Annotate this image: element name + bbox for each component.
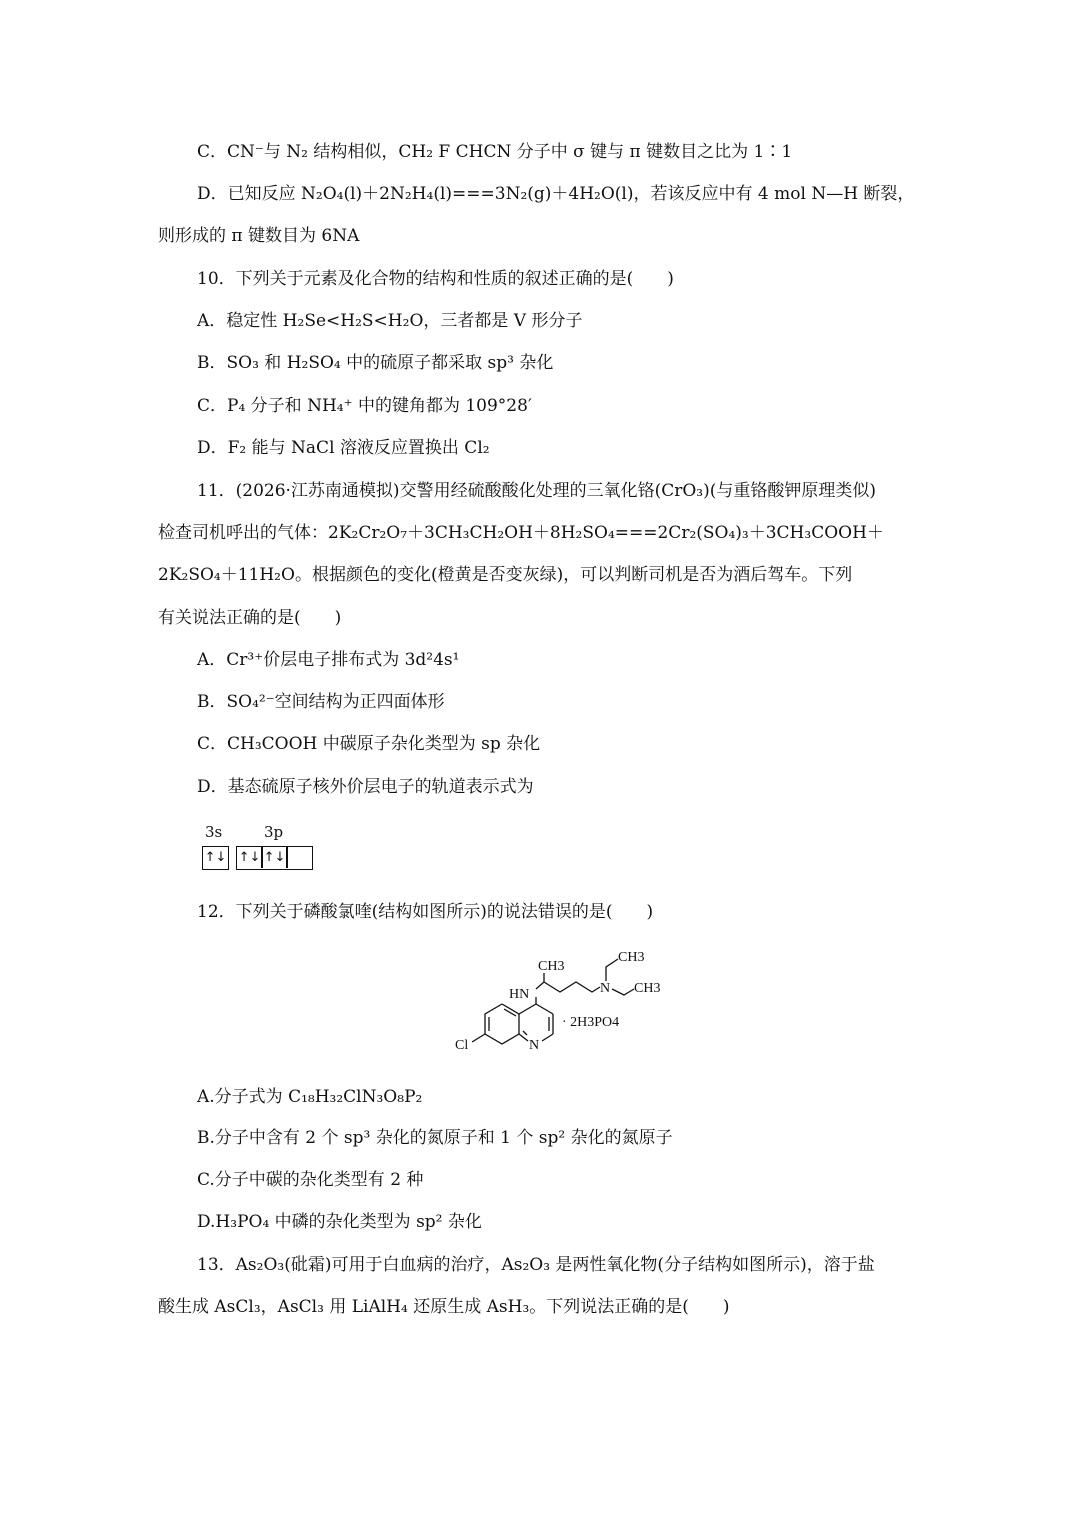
orbital-label-3s: 3s xyxy=(205,823,223,841)
question-13-line2: 酸生成 AsCl₃，AsCl₃ 用 LiAlH₄ 还原生成 AsH₃。下列说法正确的是( ) xyxy=(158,1297,730,1317)
orbital-3s-cell: ↑↓ xyxy=(204,850,227,865)
ethyl-bond xyxy=(606,959,618,981)
orbital-3p-cell-2: ↑↓ xyxy=(263,850,286,865)
option-10c: C．P₄ 分子和 NH₄⁺ 中的键角都为 109°28′ xyxy=(197,396,532,416)
option-10b: B．SO₃ 和 H₂SO₄ 中的硫原子都采取 sp³ 杂化 xyxy=(197,353,554,373)
chloroquine-structure xyxy=(440,945,680,1060)
cl-label: Cl xyxy=(455,1038,469,1053)
orbital-3p-cell-1: ↑↓ xyxy=(238,850,261,865)
ring-n-label: N xyxy=(529,1038,540,1053)
option-11c: C．CH₃COOH 中碳原子杂化类型为 sp 杂化 xyxy=(197,734,541,754)
option-12a: A.分子式为 C₁₈H₃₂ClN₃O₈P₂ xyxy=(197,1087,423,1107)
pyridine-bond xyxy=(542,1034,553,1041)
option-9c: C．CN⁻与 N₂ 结构相似，CH₂ F CHCN 分子中 σ 键与 π 键数目之比为 1∶1 xyxy=(197,142,793,162)
option-10a: A．稳定性 H₂Se<H₂S<H₂O，三者都是 V 形分子 xyxy=(197,311,583,331)
orbital-label-3p: 3p xyxy=(264,823,284,841)
hn-label: HN xyxy=(509,987,530,1002)
question-12-stem: 12．下列关于磷酸氯喹(结构如图所示)的说法错误的是( ) xyxy=(197,902,654,922)
ch3-top-label: CH3 xyxy=(538,959,565,974)
option-11a: A．Cr³⁺价层电子排布式为 3d²4s¹ xyxy=(197,650,460,670)
orbital-3p-box xyxy=(236,846,313,870)
option-12d: D.H₃PO₄ 中磷的杂化类型为 sp² 杂化 xyxy=(197,1212,482,1232)
option-11b: B．SO₄²⁻空间结构为正四面体形 xyxy=(197,692,445,712)
double-bond xyxy=(523,1031,527,1035)
question-11-line2: 检查司机呼出的气体：2K₂Cr₂O₇＋3CH₃CH₂OH＋8H₂SO₄===2Cr₂(SO₄)₃＋3CH₃COOH＋ xyxy=(158,523,884,543)
option-12b: B.分子中含有 2 个 sp³ 杂化的氮原子和 1 个 sp² 杂化的氮原子 xyxy=(197,1128,673,1148)
pyridine-bond xyxy=(536,1004,553,1014)
option-9d-line2: 则形成的 π 键数目为 6NA xyxy=(158,226,360,246)
salt-label: · 2H3PO4 xyxy=(562,1015,620,1030)
chain-bond xyxy=(536,982,544,989)
cl-bond xyxy=(472,1034,485,1042)
option-11d: D．基态硫原子核外价层电子的轨道表示式为 xyxy=(197,777,534,797)
question-11-line4: 有关说法正确的是( ) xyxy=(158,608,342,628)
question-10-stem: 10．下列关于元素及化合物的结构和性质的叙述正确的是( ) xyxy=(197,269,674,289)
ch3-right2-label: CH3 xyxy=(634,981,661,996)
ethyl-bond xyxy=(612,989,634,995)
orbital-3s-box xyxy=(202,846,229,870)
ch3-right1-label: CH3 xyxy=(618,950,645,965)
question-13-line1: 13．As₂O₃(砒霜)可用于白血病的治疗，As₂O₃ 是两性氧化物(分子结构如图所示)，溶于盐 xyxy=(197,1255,875,1275)
benzene-ring xyxy=(485,1004,519,1044)
structure-labels xyxy=(455,950,660,1053)
option-9d-line1: D．已知反应 N₂O₄(l)＋2N₂H₄(l)===3N₂(g)＋4H₂O(l)，若该反应中有 4 mol N—H 断裂， xyxy=(197,184,915,204)
option-10d: D．F₂ 能与 NaCl 溶液反应置换出 Cl₂ xyxy=(197,438,490,458)
double-bond xyxy=(504,1009,516,1016)
orbital-3p-cell-3 xyxy=(287,847,312,868)
option-12c: C.分子中碳的杂化类型有 2 种 xyxy=(197,1170,424,1190)
question-11-line3: 2K₂SO₄＋11H₂O。根据颜色的变化(橙黄是否变灰绿)，可以判断司机是否为酒后驾车。下列 xyxy=(158,565,853,585)
chain-bond xyxy=(544,982,600,992)
amine-n-label: N xyxy=(600,981,611,996)
pyridine-bond xyxy=(519,1004,536,1014)
question-11-line1: 11．(2026·江苏南通模拟)交警用经硫酸酸化处理的三氧化铬(CrO₃)(与重铬酸钾原理类似) xyxy=(197,481,876,501)
